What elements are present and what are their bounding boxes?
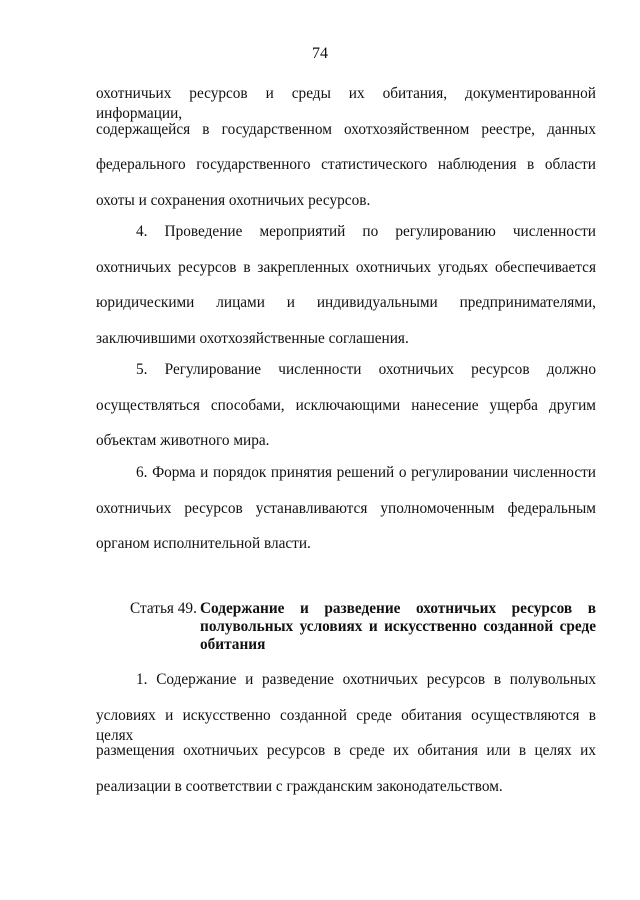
page-number: 74 bbox=[312, 45, 328, 62]
text-line: размещения охотничьих ресурсов в среде их обитания или в целях их bbox=[96, 742, 596, 759]
paragraph-item-5 bbox=[96, 360, 596, 467]
text-line: охоты и сохранения охотничьих ресурсов. bbox=[96, 191, 371, 209]
text-line: 1. Содержание и разведение охотничьих ресурсов в полувольных bbox=[136, 671, 596, 688]
text-line: федерального государственного статистического наблюдения в области bbox=[96, 156, 596, 173]
text-line: 6. Форма и порядок принятия решений о регулировании численности bbox=[136, 464, 596, 481]
article-title-line: Содержание и разведение охотничьих ресурсов в bbox=[200, 600, 596, 617]
paragraph-item-4 bbox=[96, 222, 596, 364]
article-title-line: обитания bbox=[200, 636, 266, 653]
text-line: 5. Регулирование численности охотничьих ресурсов должно bbox=[136, 361, 596, 378]
paragraph-continuation bbox=[96, 84, 596, 226]
text-line: условиях и искусственно созданной среде обитания осуществляются в целях bbox=[96, 706, 596, 744]
article-label: Статья 49. bbox=[130, 600, 197, 617]
text-line: органом исполнительной власти. bbox=[96, 535, 311, 552]
text-line: юридическими лицами и индивидуальными предпринимателями, bbox=[96, 294, 596, 311]
text-line: содержащейся в государственном охотхозяйственном реестре, данных bbox=[96, 120, 596, 138]
text-line: охотничьих ресурсов и среды их обитания, документированной информации, bbox=[96, 85, 596, 122]
article-title bbox=[200, 600, 596, 654]
text-line: охотничьих ресурсов в закрепленных охотничьих угодьях обеспечивается bbox=[96, 258, 596, 276]
paragraph-item-6 bbox=[96, 463, 596, 570]
text-line: реализации в соответствии с гражданским законодательством. bbox=[96, 777, 503, 795]
text-line: охотничьих ресурсов устанавливаются уполномоченным федеральным bbox=[96, 499, 596, 517]
text-line: осуществляться способами, исключающими нанесение ущерба другим bbox=[96, 396, 596, 414]
article-title-line: полувольных условиях и искусственно созданной среде bbox=[200, 618, 596, 635]
text-line: 4. Проведение мероприятий по регулированию численности bbox=[136, 223, 596, 240]
paragraph-article-49-item-1 bbox=[96, 670, 596, 812]
text-line: заключившими охотхозяйственные соглашения. bbox=[96, 329, 409, 347]
text-line: объектам животного мира. bbox=[96, 432, 270, 449]
